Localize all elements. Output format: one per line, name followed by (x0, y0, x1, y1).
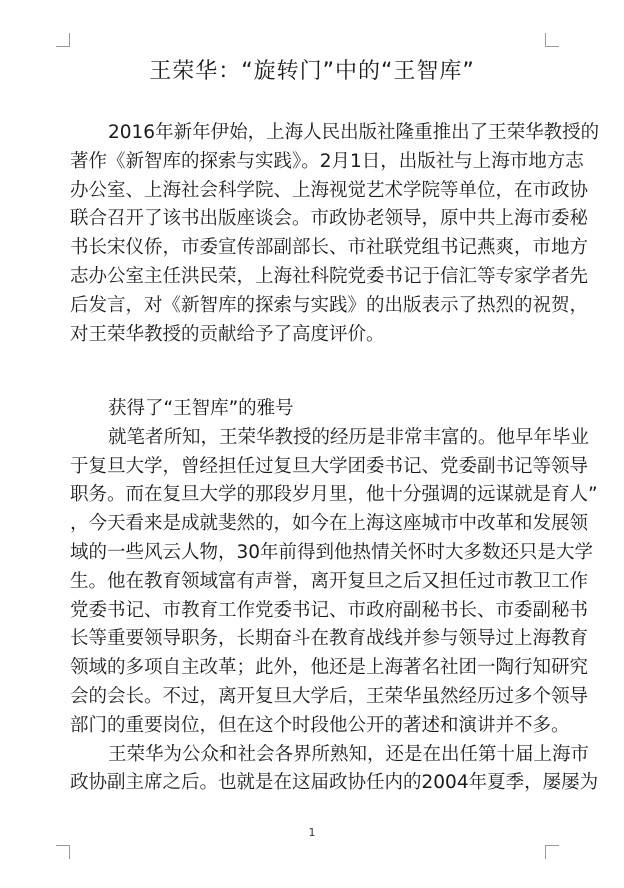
page-corner-mark-top-left (56, 33, 70, 47)
text-line: 王荣华为公众和社会各界所熟知，还是在出任第十届上海市 (108, 743, 590, 765)
paragraph-intro (70, 119, 600, 349)
text-line: 书长宋仪侨，市委宣传部副部长、市社联党组书记燕爽，市地方 (70, 237, 589, 259)
text-line: 办公室、上海社会科学院、上海视觉艺术学院等单位，在市政协 (70, 179, 589, 201)
text-line: 就笔者所知，王荣华教授的经历是非常丰富的。他早年毕业 (108, 426, 590, 448)
page-number: 1 (308, 826, 316, 839)
text-line: 长等重要领导职务，长期奋斗在教育战线并参与领导过上海教育 (70, 628, 589, 650)
text-line: 对王荣华教授的贡献给予了高度评价。 (70, 323, 385, 345)
text-line: 部门的重要岗位，但在这个时段他公开的著述和演讲并不多。 (70, 714, 570, 736)
text-line: 会的会长。不过，离开复旦大学后，王荣华虽然经历过多个领导 (70, 685, 589, 707)
text-line: 政协副主席之后。也就是在这届政协任内的2004年夏季，屡屡为 (70, 772, 599, 794)
page-corner-mark-top-right (545, 33, 559, 47)
text-line: 生。他在教育领域富有声誉，离开复旦之后又担任过市教卫工作 (70, 570, 589, 592)
text-line: 2016年新年伊始，上海人民出版社隆重推出了王荣华教授的 (108, 122, 600, 143)
text-line: 职务。而在复旦大学的那段岁月里，他十分强调的远谋就是育人” (70, 484, 598, 506)
page-corner-mark-bottom-left (56, 845, 70, 859)
text-line: 后发言，对《新智库的探索与实践》的出版表示了热烈的祝贺， (70, 294, 589, 316)
text-line: 党委书记、市教育工作党委书记、市政府副秘书长、市委副秘书 (70, 599, 589, 621)
document-title: 王荣华：“旋转门”中的“王智库” (149, 59, 475, 84)
text-line: 志办公室主任洪民荣，上海社科院党委书记于信汇等专家学者先 (70, 265, 589, 287)
text-line: 域的一些风云人物，30年前得到他热情关怀时大多数还只是大学 (70, 541, 594, 563)
text-line: 领域的多项自主改革；此外，他还是上海著名社团一陶行知研究 (70, 657, 589, 679)
section-body (70, 395, 599, 798)
section-heading: 获得了“王智库”的雅号 (108, 398, 294, 419)
page-corner-mark-bottom-right (545, 845, 559, 859)
text-line: 著作《新智库的探索与实践》。2月1日，出版社与上海市地方志 (70, 150, 584, 172)
text-line: 于复旦大学，曾经担任过复旦大学团委书记、党委副书记等领导 (70, 455, 589, 477)
text-line: ，今天看来是成就斐然的，如今在上海这座城市中改革和发展领 (70, 513, 589, 535)
text-line: 联合召开了该书出版座谈会。市政协老领导，原中共上海市委秘 (70, 208, 589, 230)
